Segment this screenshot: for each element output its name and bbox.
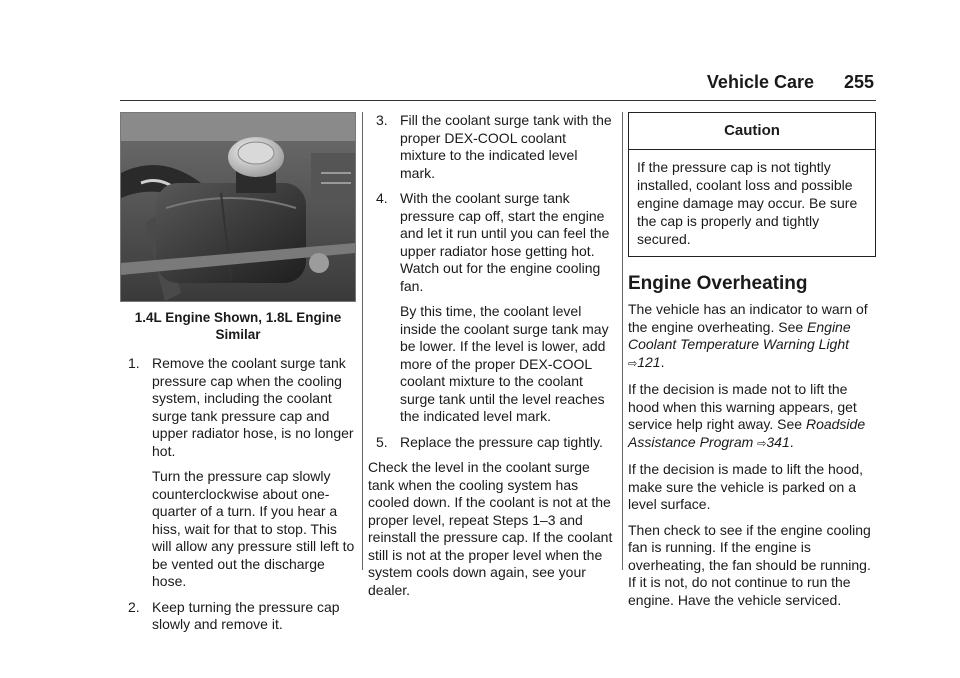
step-text: Keep turning the pressure cap slowly and remove it. [152,598,340,632]
lift-hood-paragraph: If the decision is made to lift the hood, make sure the vehicle is parked on a level surface. [628,461,864,512]
step-number: 4. [376,190,388,206]
page-header [120,70,876,101]
section-heading: Engine Overheating [628,272,808,294]
step-2 [120,599,356,634]
column-2 [368,112,614,607]
page-reference-number[interactable]: 121 [637,353,661,370]
figure-caption [120,309,356,343]
page-reference-arrow-icon: ⇨ [757,437,767,450]
step-list-1 [120,355,356,634]
column-divider-2 [622,112,623,570]
caption-line-1: 1.4L Engine Shown, 1.8L Engine [134,310,342,325]
service-help-paragraph [628,381,876,453]
step-text: Replace the pressure cap tightly. [400,433,603,450]
step-number: 1. [128,355,140,371]
step-number: 5. [376,433,388,450]
column-3 [628,112,876,617]
step-4 [368,190,614,295]
column-1 [120,112,356,642]
engine-coolant-tank-photo [120,112,356,302]
step-4-continuation: By this time, the coolant level inside the coolant surge tank may be lower. If the level is lower, add more of the proper DEX-COOL coolant mixture to the coolant surge tank until the level reaches the indicated level mark. [400,303,609,424]
section-title: Vehicle Care [706,72,814,92]
step-number: 2. [128,598,140,615]
page-reference-number[interactable]: 341 [766,433,790,450]
coolant-check-paragraph: Check the level in the coolant surge tank when the cooling system has cooled down. If the coolant is not at the proper level, repeat Steps 1–3 and reinstall the pressure cap. If the coolant still is not at the proper level when the system cools down again, see your dealer. [368,459,613,598]
step-3 [368,112,614,182]
page-reference-arrow-icon: ⇨ [628,357,638,370]
paragraph-period: . [660,353,665,370]
step-text: With the coolant surge tank pressure cap off, start the engine and let it run until you can feel the upper radiator hose getting hot. Watch out for the engine cooling fan. [400,190,610,294]
caution-text: If the pressure cap is not tightly installed, coolant loss and possible engine damage may occur. Be sure the cap is properly and tightly secured. [637,158,858,247]
paragraph-text: The vehicle has an indicator to warn of the engine overheating. See [628,301,868,335]
cooling-fan-paragraph: Then check to see if the engine cooling fan is running. If the engine is overheating, the fan should be running. If it is not, do not continue to run the engine. Have the vehicle serviced. [628,521,871,608]
paragraph-text: If the decision is made not to lift the hood when this warning appears, get service help right away. See [628,381,857,432]
caution-box [628,112,876,257]
caption-line-2: Similar [215,327,261,342]
step-number: 3. [376,112,388,128]
overheating-indicator-paragraph [628,301,876,373]
paragraph-period: . [789,433,794,450]
page-number: 255 [843,72,874,92]
column-divider-1 [362,112,363,570]
cross-reference-link[interactable]: Engine Coolant Temperature Warning Light [628,318,851,352]
step-1 [120,355,356,460]
cross-reference-link[interactable]: Roadside Assistance Program [628,416,866,450]
step-1-continuation: Turn the pressure cap slowly counterclockwise about one-quarter of a turn. If you hear a hiss, wait for that to stop. This will allow any pressure still left to be vented out the discharge hose. [152,468,355,589]
caution-title: Caution [629,113,875,150]
step-5 [368,434,614,452]
step-text: Fill the coolant surge tank with the proper DEX-COOL coolant mixture to the indicated level mark. [400,112,612,181]
step-text: Remove the coolant surge tank pressure cap when the cooling system, including the coolant surge tank pressure cap and upper radiator hose, is no longer hot. [152,355,354,459]
